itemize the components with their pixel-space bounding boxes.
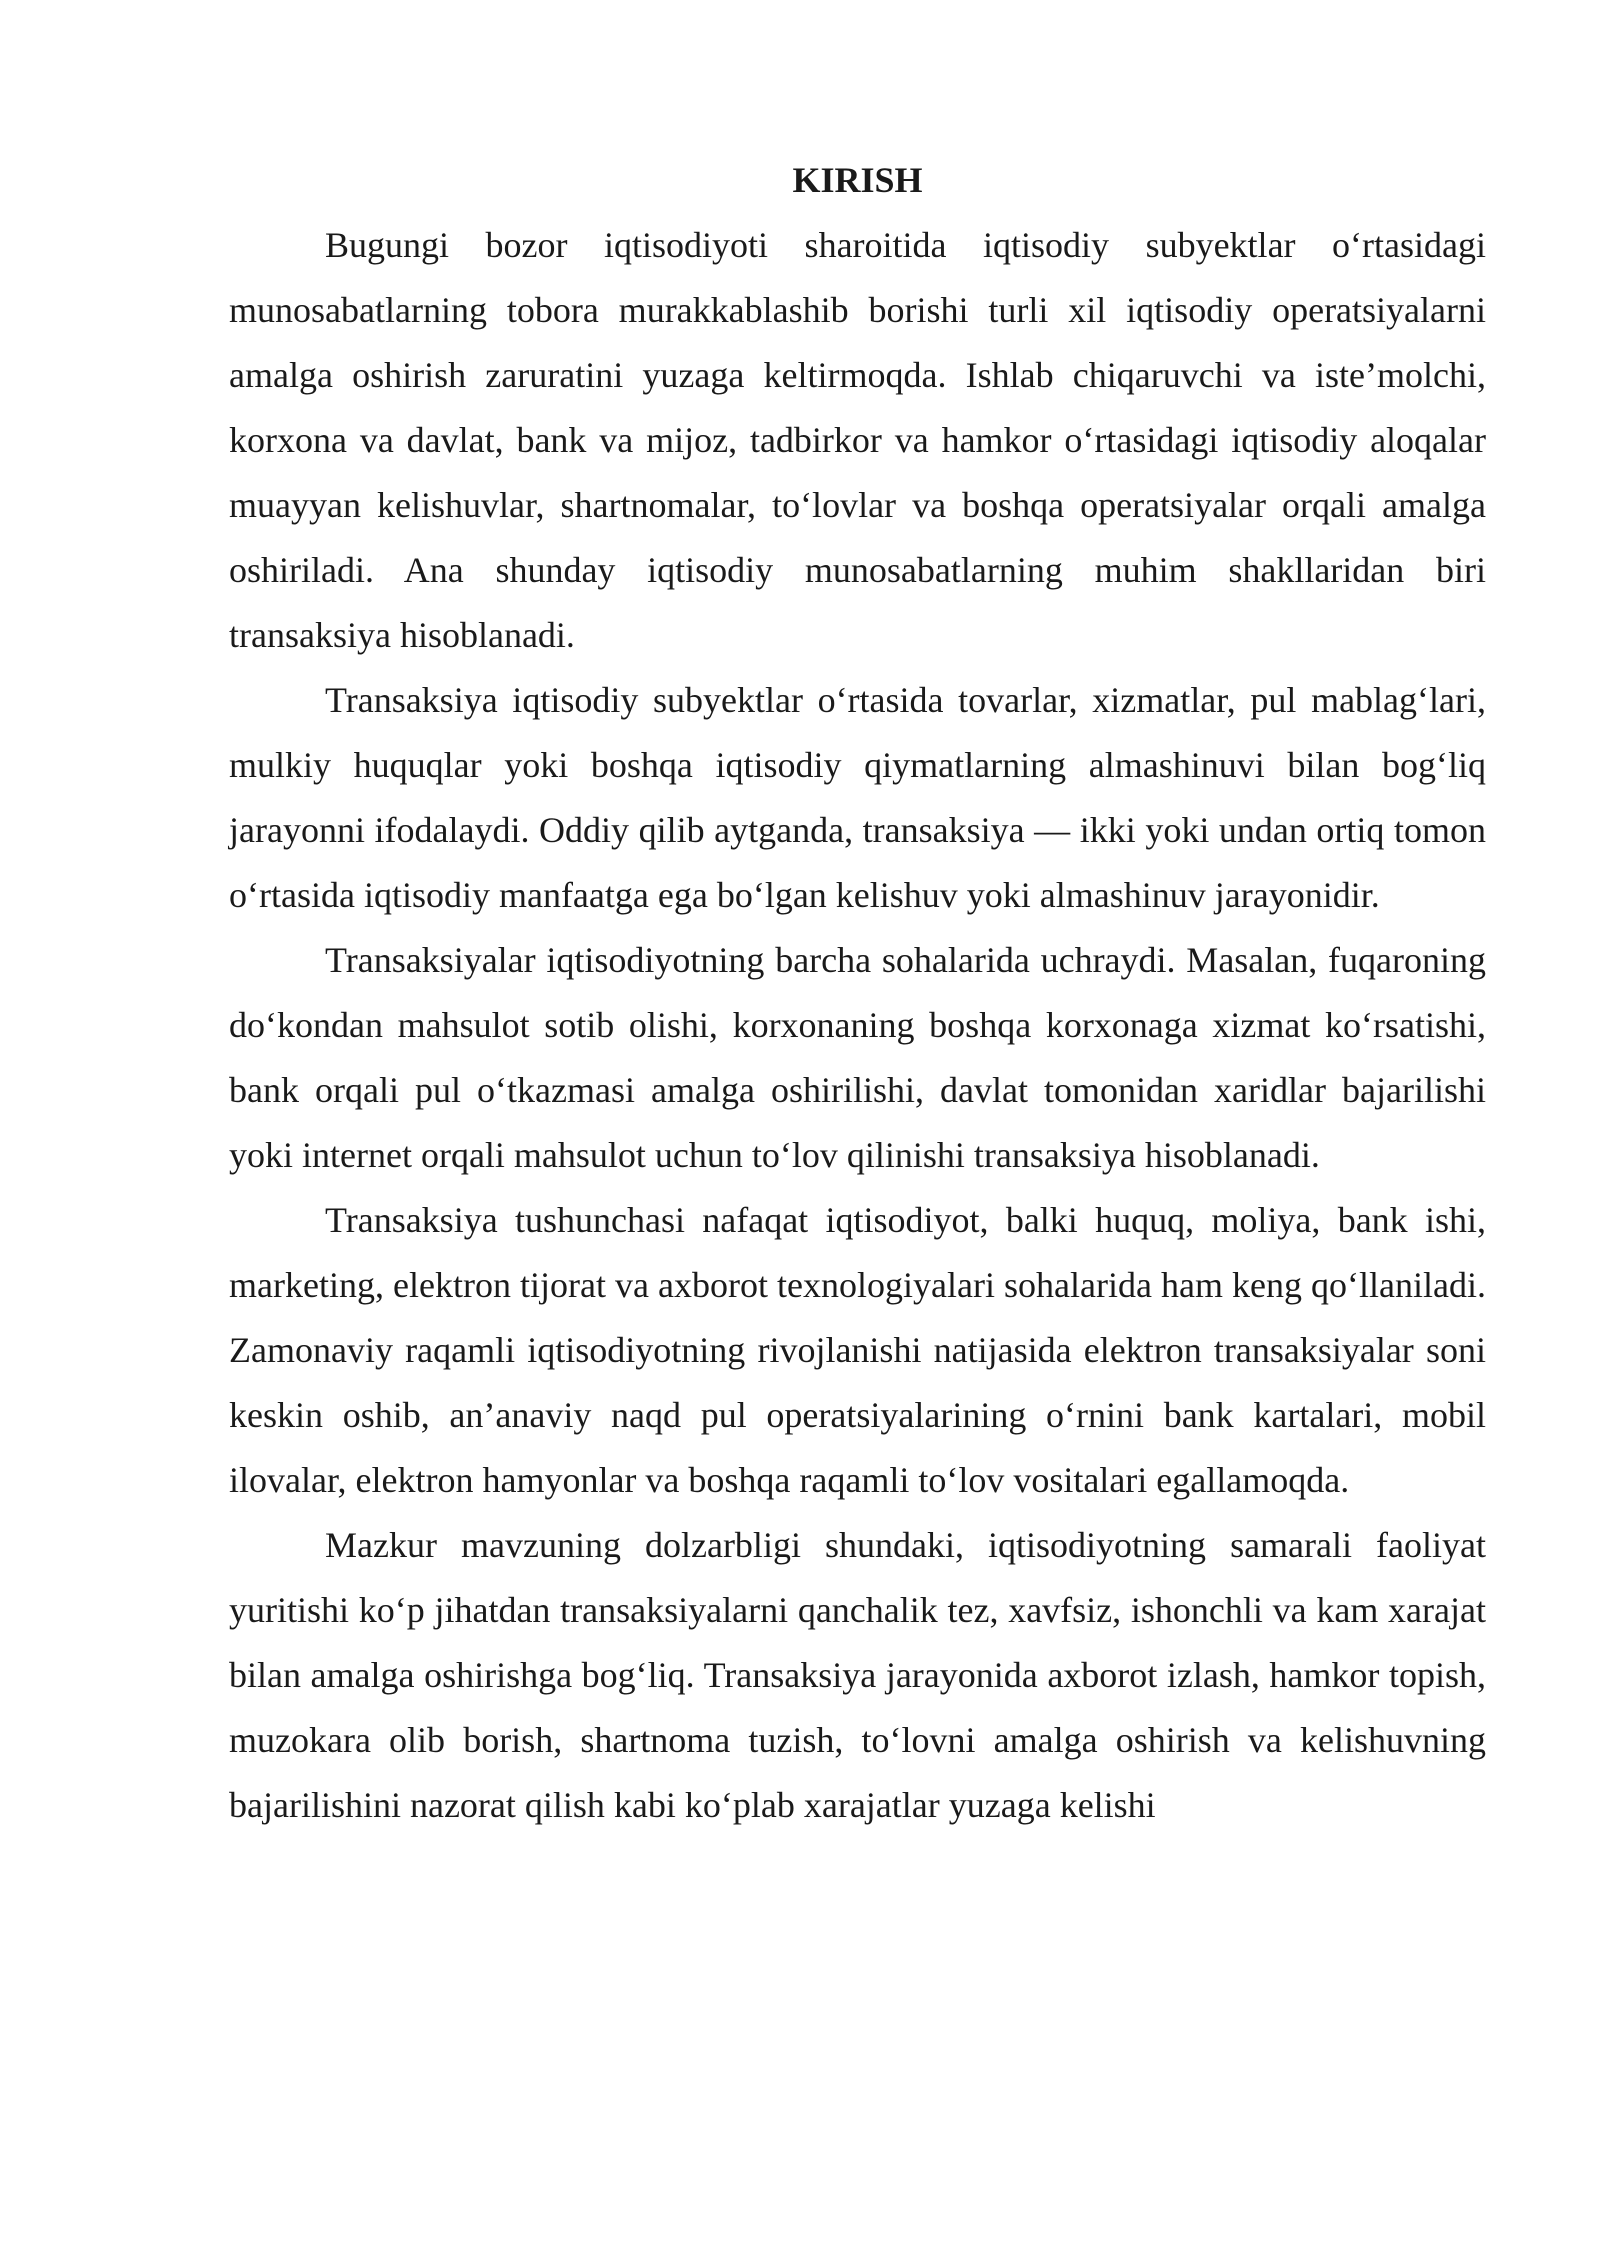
paragraph-3: Transaksiyalar iqtisodiyotning barcha sohalarida uchraydi. Masalan, fuqaroning do‘kondan mahsulot sotib olishi, korxonaning boshqa korxonaga xizmat ko‘rsatishi, bank orqali pul o‘tkazmasi amalga oshirilishi, davlat tomonidan xaridlar bajarilishi yoki internet orqali mahsulot uchun to‘lov qilinishi transaksiya hisoblanadi. bbox=[229, 940, 1486, 1175]
paragraph-1: Bugungi bozor iqtisodiyoti sharoitida iqtisodiy subyektlar o‘rtasidagi munosabatlarning tobora murakkablashib borishi turli xil iqtisodiy operatsiyalarni amalga oshirish zaruratini yuzaga keltirmoqda. Ishlab chiqaruvchi va iste’molchi, korxona va davlat, bank va mijoz, tadbirkor va hamkor o‘rtasidagi iqtisodiy aloqalar muayyan kelishuvlar, shartnomalar, to‘lovlar va boshqa operatsiyalar orqali amalga oshiriladi. Ana shunday iqtisodiy munosabatlarning muhim shakllaridan biri transaksiya hisoblanadi. bbox=[229, 225, 1486, 655]
section-title: KIRISH bbox=[792, 160, 923, 200]
paragraph-2: Transaksiya iqtisodiy subyektlar o‘rtasida tovarlar, xizmatlar, pul mablag‘lari, mulkiy huquqlar yoki boshqa iqtisodiy qiymatlarning almashinuvi bilan bog‘liq jarayonni ifodalaydi. Oddiy qilib aytganda, transaksiya — ikki yoki undan ortiq tomon o‘rtasida iqtisodiy manfaatga ega bo‘lgan kelishuv yoki almashinuv jarayonidir. bbox=[229, 680, 1486, 915]
paragraph-5: Mazkur mavzuning dolzarbligi shundaki, iqtisodiyotning samarali faoliyat yuritishi ko‘p jihatdan transaksiyalarni qanchalik tez, xavfsiz, ishonchli va kam xarajat bilan amalga oshirishga bog‘liq. Transaksiya jarayonida axborot izlash, hamkor topish, muzokara olib borish, shartnoma tuzish, to‘lovni amalga oshirish va kelishuvning bajarilishini nazorat qilish kabi ko‘plab xarajatlar yuzaga kelishi bbox=[229, 1525, 1486, 1825]
document-body bbox=[229, 148, 1486, 1838]
paragraph-4: Transaksiya tushunchasi nafaqat iqtisodiyot, balki huquq, moliya, bank ishi, marketing, elektron tijorat va axborot texnologiyalari sohalarida ham keng qo‘llaniladi. Zamonaviy raqamli iqtisodiyotning rivojlanishi natijasida elektron transaksiyalar soni keskin oshib, an’anaviy naqd pul operatsiyalarining o‘rnini bank kartalari, mobil ilovalar, elektron hamyonlar va boshqa raqamli to‘lov vositalari egallamoqda. bbox=[229, 1200, 1486, 1500]
